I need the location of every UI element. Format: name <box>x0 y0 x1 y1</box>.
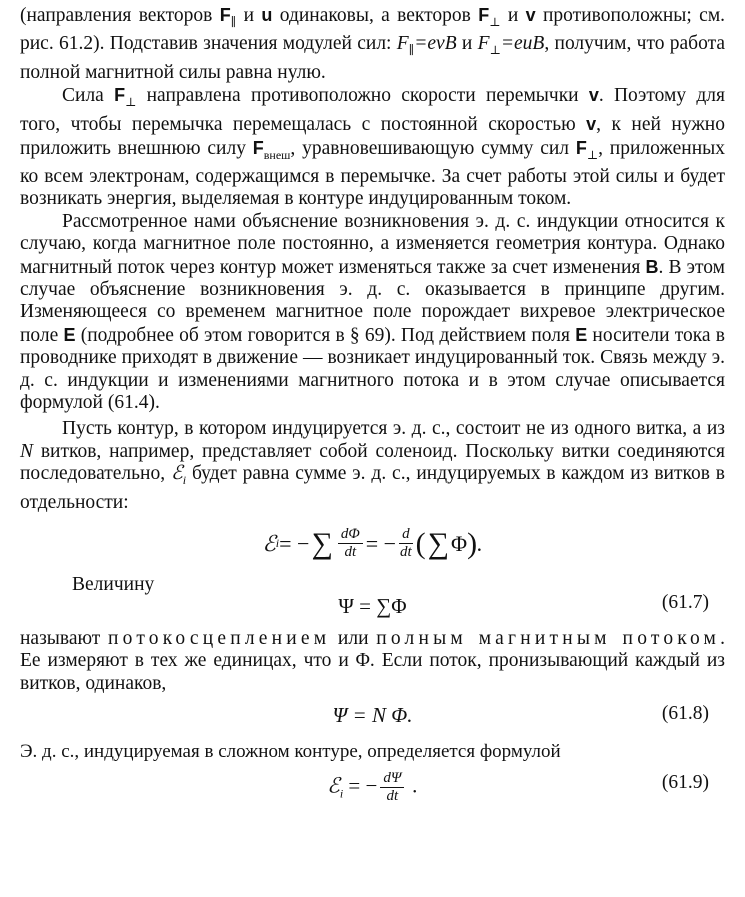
sum-symbol: ∑ <box>427 526 449 560</box>
text: направлена противоположно скорости перемычки <box>136 85 589 106</box>
vector-symbol: F <box>575 137 587 158</box>
math-expression: =evB <box>414 33 457 55</box>
formula-61-8 <box>20 701 725 741</box>
paragraph-1 <box>20 4 725 84</box>
vector-symbol: F <box>114 85 126 105</box>
text: , получим, что работа полной магнитной силы равна нулю. <box>20 33 725 83</box>
denominator: dt <box>386 787 399 804</box>
parenthesis: ) <box>467 526 478 560</box>
parenthesis: ( <box>415 526 426 560</box>
math-expression: =euB <box>500 33 545 55</box>
text: , приложенных ко всем электронам, содержащимся в перемычке. За счет работы этой силы и будет возникать энергия, выделяемая в контуре индуцированным током. <box>20 137 725 210</box>
text: и <box>500 5 526 26</box>
denominator: dt <box>399 544 412 561</box>
text: Пусть контур, в котором индуцируется э. д. с., состоит не из одного витка, а из <box>62 418 725 440</box>
vector-symbol: F <box>252 137 264 158</box>
numerator: d <box>399 526 413 544</box>
text: . Поэтому для того, чтобы перемычка перемещалась с постоянной скоростью <box>20 85 726 136</box>
fraction <box>338 526 363 561</box>
text: Сила <box>62 85 115 106</box>
paragraph-7: Э. д. с., индуцируемая в сложном контуре, определяется формулой <box>20 741 561 763</box>
text: будет равна сумме э. д. с., индуцируемых в каждом из витков в отдельности: <box>20 463 725 513</box>
punctuation: . <box>477 530 483 556</box>
vector-symbol: F <box>219 5 231 25</box>
text: и <box>456 33 478 55</box>
fraction <box>380 770 404 805</box>
subscript: ∥ <box>230 14 237 29</box>
emphasized-term: потокосцеплением <box>107 627 331 649</box>
numerator: dΨ <box>380 770 404 788</box>
vector-symbol: v <box>588 85 599 105</box>
text: (направления векторов <box>20 5 220 26</box>
text: или <box>330 627 377 649</box>
text: называют <box>20 627 108 649</box>
numerator: dΦ <box>338 526 363 544</box>
text: (подробнее об этом говорится в § 69). Под действием поля <box>75 324 576 346</box>
vector-symbol: v <box>525 5 536 25</box>
math-symbol: N <box>20 440 34 462</box>
paragraph-3 <box>20 211 725 415</box>
math-symbol: Φ <box>450 530 468 556</box>
equation <box>20 770 725 805</box>
emf-symbol: ℰ <box>262 530 276 556</box>
vector-symbol: u <box>261 5 273 25</box>
text: , уравновешивающую сумму сил <box>290 137 576 159</box>
formula-emf-sum <box>20 514 725 574</box>
subscript: ∥ <box>408 43 415 58</box>
math-operator: = − <box>365 530 397 556</box>
paragraph-4 <box>20 418 725 514</box>
vector-symbol: E <box>575 324 588 345</box>
text: . Ее измеряют в тех же единицах, что и Φ. Если поток, пронизывающий каждый из витков, одинаков, <box>20 627 725 694</box>
text: носители тока в проводнике приходят в движение — возникает индуцированный ток. Связь между э. д. с. индукции и изменениями магнитного потока и в этом случае описывается формулой (61.4). <box>20 324 725 414</box>
equation-number: (61.8) <box>661 703 709 725</box>
paragraph-2 <box>20 84 725 211</box>
equation-number: (61.7) <box>661 591 709 613</box>
vector-symbol: v <box>586 114 597 135</box>
sum-symbol: ∑ <box>311 526 333 560</box>
subscript: ⊥ <box>125 94 137 109</box>
formula-61-9 <box>20 764 725 812</box>
punctuation: . <box>407 772 418 797</box>
emf-symbol: ℰ <box>170 463 183 485</box>
text: , к ней нужно приложить внешнюю силу <box>20 114 725 159</box>
text: витков, например, представляет собой соленоид. Поскольку витки соединяются последовательно, <box>20 440 725 485</box>
paragraph-6 <box>20 628 725 695</box>
text: и <box>236 5 262 26</box>
equation: Ψ = ∑Φ <box>338 593 407 618</box>
formula-61-7 <box>20 574 725 618</box>
lead-text: Величину <box>72 573 155 595</box>
subscript: внеш <box>263 147 291 162</box>
emphasized-term: полным магнитным потоком <box>376 627 721 649</box>
subscript: ⊥ <box>489 43 501 58</box>
subscript: ⊥ <box>489 14 501 29</box>
vector-symbol: B <box>645 256 659 277</box>
emf-symbol: ℰ <box>327 772 340 797</box>
vector-symbol: F <box>478 5 490 25</box>
text: одинаковы, а векторов <box>272 5 479 26</box>
subscript: i <box>339 786 344 801</box>
subscript: ⊥ <box>586 147 599 162</box>
equation: Ψ = N Φ. <box>332 703 413 728</box>
math-operator: = − <box>279 530 310 556</box>
equation-number: (61.9) <box>661 771 709 793</box>
math-symbol: F <box>477 33 490 55</box>
subscript: i <box>182 473 187 488</box>
text: Рассмотренное нами объяснение возникновения э. д. с. индукции относится к случаю, когда магнитное поле постоянно, а изменяется геометрия контура. Однако магнитный поток через контур может изменяться также за счет изменения <box>20 210 725 278</box>
text: противоположны; см. рис. 61.2). Подставив значения модулей сил: <box>20 5 726 55</box>
denominator: dt <box>344 544 357 561</box>
fraction <box>399 526 413 561</box>
vector-symbol: E <box>63 324 76 345</box>
math-symbol: F <box>396 33 409 55</box>
text: . В этом случае объяснение возникновения э. д. с. оказывается в принципе другим. Изменяющееся со временем магнитное поле порождает вихревое электрическое поле <box>20 256 726 346</box>
math-operator: = − <box>343 772 378 797</box>
subscript: i <box>275 536 280 551</box>
